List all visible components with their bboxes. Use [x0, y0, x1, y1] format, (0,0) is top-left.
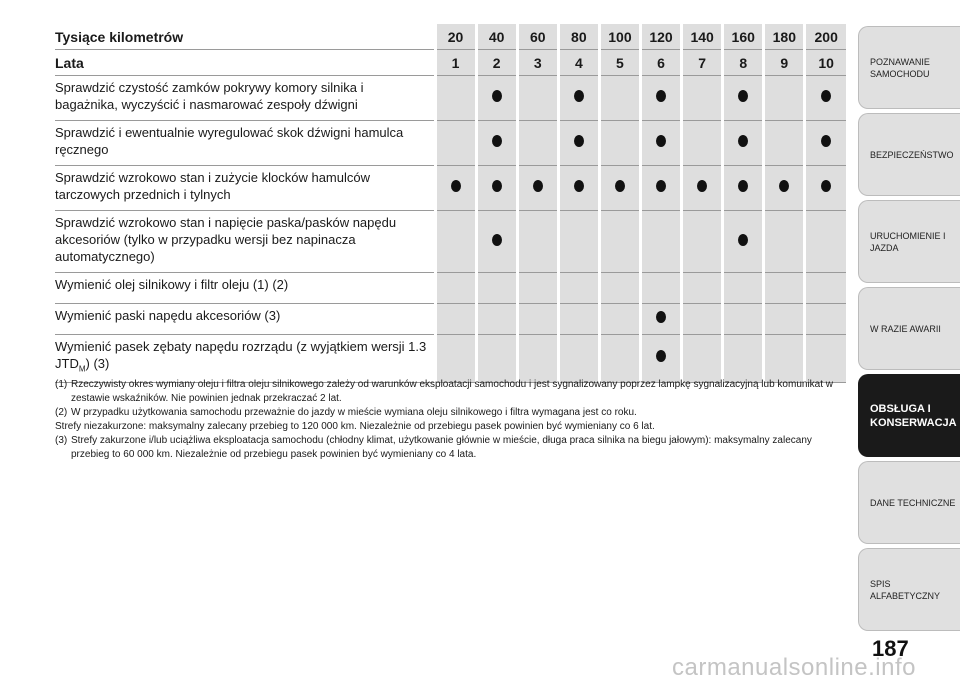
- schedule-cell: [723, 304, 764, 335]
- schedule-cell: [640, 304, 681, 335]
- table-row: [55, 166, 846, 211]
- year-value: 5: [599, 50, 640, 76]
- tab-label: POZNAWANIE SAMOCHODU: [870, 56, 930, 79]
- schedule-cell: [435, 121, 476, 166]
- footnote-number: (2): [55, 407, 68, 418]
- service-dot-icon: [738, 180, 748, 192]
- footnote-2-continuation: Strefy niezakurzone: maksymalny zalecany przebieg to 120 000 km. Niezależnie od przebiegu pasek powinien być wymieniany co 6 lat.: [55, 421, 655, 432]
- task-label-subscript: M: [78, 364, 86, 374]
- schedule-cell: [517, 121, 558, 166]
- schedule-cell: [682, 166, 723, 211]
- tab-bezpieczenstwo[interactable]: [858, 113, 960, 196]
- service-dot-icon: [697, 180, 707, 192]
- table-row: [55, 273, 846, 304]
- schedule-cell: [435, 76, 476, 121]
- task-label: Sprawdzić czystość zamków pokrywy komory silnika i bagażnika, wyczyścić i nasmarować zespoły dźwigni: [55, 76, 435, 121]
- schedule-cell: [435, 335, 476, 383]
- km-header-row: [55, 24, 846, 50]
- schedule-cell: [435, 273, 476, 304]
- schedule-cell: [723, 335, 764, 383]
- table-row: [55, 304, 846, 335]
- chapter-tabs: [858, 26, 960, 635]
- schedule-cell: [640, 335, 681, 383]
- schedule-cell: [517, 76, 558, 121]
- schedule-cell: [805, 304, 846, 335]
- schedule-cell: [723, 166, 764, 211]
- table-row: [55, 76, 846, 121]
- schedule-cell: [476, 273, 517, 304]
- km-value: 60: [517, 24, 558, 50]
- task-label: Wymienić paski napędu akcesoriów (3): [55, 304, 435, 335]
- service-dot-icon: [574, 180, 584, 192]
- schedule-cell: [682, 273, 723, 304]
- service-dot-icon: [574, 90, 584, 102]
- schedule-cell: [599, 166, 640, 211]
- footnotes: [55, 378, 846, 462]
- tab-label: DANE TECHNICZNE: [870, 497, 956, 508]
- schedule-cell: [640, 211, 681, 273]
- service-dot-icon: [451, 180, 461, 192]
- service-dot-icon: [656, 180, 666, 192]
- schedule-cell: [640, 121, 681, 166]
- footnote-3: [55, 434, 846, 462]
- schedule-cell: [517, 273, 558, 304]
- schedule-cell: [558, 76, 599, 121]
- service-dot-icon: [533, 180, 543, 192]
- schedule-cell: [640, 273, 681, 304]
- service-dot-icon: [738, 234, 748, 246]
- tab-w-razie-awarii[interactable]: [858, 287, 960, 370]
- service-dot-icon: [656, 90, 666, 102]
- year-value: 3: [517, 50, 558, 76]
- year-value: 10: [805, 50, 846, 76]
- schedule-cell: [682, 121, 723, 166]
- schedule-cell: [599, 273, 640, 304]
- tab-label: SPIS ALFABETYCZNY: [870, 578, 941, 601]
- schedule-cell: [435, 211, 476, 273]
- footnote-2: [55, 406, 846, 420]
- schedule-cell: [640, 76, 681, 121]
- schedule-cell: [558, 304, 599, 335]
- schedule-cell: [599, 304, 640, 335]
- schedule-cell: [723, 211, 764, 273]
- footnote-number: (1): [55, 379, 68, 390]
- tab-label: W RAZIE AWARII: [870, 323, 941, 334]
- km-value: 200: [805, 24, 846, 50]
- service-dot-icon: [492, 180, 502, 192]
- tab-label: OBSŁUGA I KONSERWACJA: [870, 402, 957, 429]
- footnote-text: Strefy zakurzone i/lub uciążliwa eksploatacja samochodu (chłodny klimat, użytkowanie głównie w mieście, długa praca silnika na biegu jałowym): maksymalny zalecany przebieg to 60 000 km. Niezależnie od przebiegu pasek powinien być wymieniany co 4 lata.: [71, 435, 812, 460]
- schedule-cell: [764, 166, 805, 211]
- schedule-cell: [476, 166, 517, 211]
- tab-spis-alfabetyczny[interactable]: [858, 548, 960, 631]
- schedule-cell: [476, 304, 517, 335]
- schedule-cell: [764, 273, 805, 304]
- schedule-cell: [558, 166, 599, 211]
- task-label: Sprawdzić wzrokowo stan i zużycie klocków hamulców tarczowych przednich i tylnych: [55, 166, 435, 211]
- service-dot-icon: [615, 180, 625, 192]
- footnote-number: (3): [55, 435, 68, 446]
- task-label: Sprawdzić wzrokowo stan i napięcie paska/pasków napędu akcesoriów (tylko w przypadku wersji bez napinacza automatycznego): [55, 211, 435, 273]
- schedule-cell: [476, 121, 517, 166]
- schedule-cell: [476, 211, 517, 273]
- year-value: 9: [764, 50, 805, 76]
- watermark: carmanualsonline.info: [672, 654, 916, 681]
- schedule-cell: [723, 76, 764, 121]
- footnote-text: W przypadku użytkowania samochodu przeważnie do jazdy w mieście wymiana oleju silnikowego i filtra wymagana jest co roku.: [71, 407, 637, 418]
- service-dot-icon: [492, 135, 502, 147]
- schedule-cell: [599, 76, 640, 121]
- km-value: 120: [640, 24, 681, 50]
- schedule-cell: [805, 121, 846, 166]
- tab-poznawanie-samochodu[interactable]: [858, 26, 960, 109]
- table-row: [55, 121, 846, 166]
- schedule-cell: [640, 166, 681, 211]
- schedule-cell: [764, 304, 805, 335]
- service-dot-icon: [492, 234, 502, 246]
- schedule-cell: [723, 273, 764, 304]
- tab-dane-techniczne[interactable]: [858, 461, 960, 544]
- footnote-text: Rzeczywisty okres wymiany oleju i filtra oleju silnikowego zależy od warunków eksploatacji samochodu i jest sygnalizowany poprzez lampkę sygnalizacyjną lub komunikat w zestawie wskaźników. Nie powinien jednak przekraczać 2 lat.: [71, 379, 834, 404]
- schedule-cell: [558, 121, 599, 166]
- service-dot-icon: [821, 90, 831, 102]
- years-header-row: [55, 50, 846, 76]
- schedule-cell: [599, 211, 640, 273]
- schedule-cell: [682, 304, 723, 335]
- year-value: 8: [723, 50, 764, 76]
- service-dot-icon: [656, 311, 666, 323]
- service-dot-icon: [492, 90, 502, 102]
- schedule-cell: [517, 211, 558, 273]
- task-label: [55, 335, 435, 383]
- schedule-cell: [764, 76, 805, 121]
- schedule-cell: [805, 273, 846, 304]
- service-dot-icon: [656, 350, 666, 362]
- year-value: 4: [558, 50, 599, 76]
- schedule-cell: [682, 76, 723, 121]
- service-dot-icon: [821, 135, 831, 147]
- maintenance-schedule-table: [55, 24, 846, 383]
- schedule-cell: [517, 166, 558, 211]
- tab-obsluga-i-konserwacja[interactable]: [858, 374, 960, 457]
- year-value: 7: [682, 50, 723, 76]
- tab-label: URUCHOMIENIE I JAZDA: [870, 230, 946, 253]
- schedule-cell: [517, 335, 558, 383]
- service-dot-icon: [656, 135, 666, 147]
- schedule-cell: [805, 335, 846, 383]
- km-header-label: Tysiące kilometrów: [55, 24, 435, 50]
- year-value: 6: [640, 50, 681, 76]
- km-value: 180: [764, 24, 805, 50]
- schedule-cell: [476, 76, 517, 121]
- service-dot-icon: [779, 180, 789, 192]
- schedule-cell: [435, 166, 476, 211]
- task-label-text: Wymienić pasek zębaty napędu rozrządu (z wyjątkiem wersji 1.3 JTD: [55, 339, 427, 371]
- schedule-cell: [599, 335, 640, 383]
- schedule-cell: [805, 211, 846, 273]
- service-dot-icon: [821, 180, 831, 192]
- tab-label: BEZPIECZEŃSTWO: [870, 149, 954, 160]
- tab-uruchomienie-i-jazda[interactable]: [858, 200, 960, 283]
- schedule-cell: [682, 335, 723, 383]
- schedule-cell: [764, 211, 805, 273]
- km-value: 80: [558, 24, 599, 50]
- km-value: 100: [599, 24, 640, 50]
- km-value: 40: [476, 24, 517, 50]
- km-value: 160: [723, 24, 764, 50]
- km-value: 140: [682, 24, 723, 50]
- schedule-cell: [764, 121, 805, 166]
- schedule-cell: [805, 166, 846, 211]
- schedule-cell: [599, 121, 640, 166]
- task-label-suffix: ) (3): [85, 356, 110, 371]
- year-value: 1: [435, 50, 476, 76]
- schedule-cell: [764, 335, 805, 383]
- years-header-label: Lata: [55, 50, 435, 76]
- table-row: [55, 211, 846, 273]
- service-dot-icon: [574, 135, 584, 147]
- schedule-cell: [723, 121, 764, 166]
- service-dot-icon: [738, 135, 748, 147]
- task-label: Sprawdzić i ewentualnie wyregulować skok dźwigni hamulca ręcznego: [55, 121, 435, 166]
- schedule-cell: [517, 304, 558, 335]
- table-row: [55, 335, 846, 383]
- page-number: 187: [872, 636, 909, 661]
- schedule-cell: [558, 273, 599, 304]
- year-value: 2: [476, 50, 517, 76]
- km-value: 20: [435, 24, 476, 50]
- schedule-cell: [805, 76, 846, 121]
- schedule-cell: [682, 211, 723, 273]
- footnote-1: [55, 378, 846, 406]
- schedule-cell: [476, 335, 517, 383]
- schedule-cell: [435, 304, 476, 335]
- service-dot-icon: [738, 90, 748, 102]
- task-label: Wymienić olej silnikowy i filtr oleju (1) (2): [55, 273, 435, 304]
- schedule-cell: [558, 335, 599, 383]
- schedule-cell: [558, 211, 599, 273]
